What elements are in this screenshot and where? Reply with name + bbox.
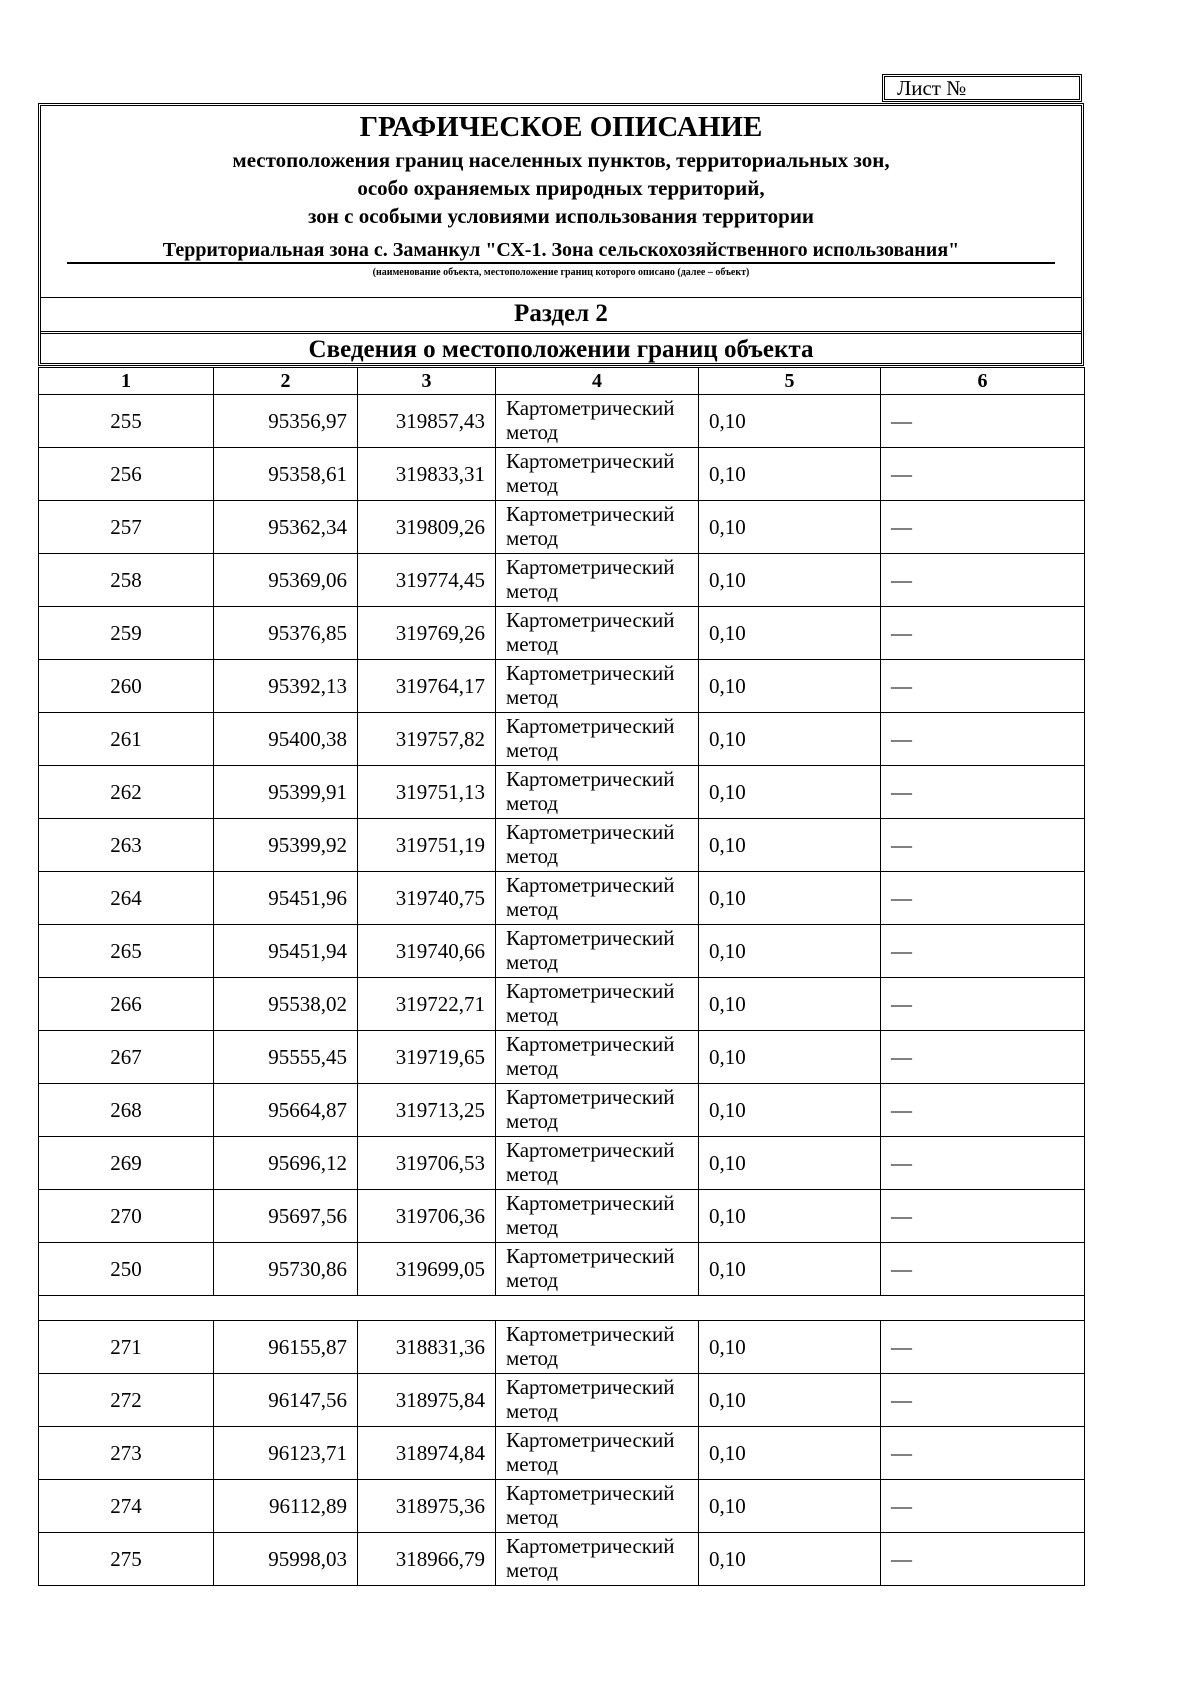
coordinate-x: 95555,45 bbox=[214, 1031, 358, 1084]
accuracy-cell: 0,10 bbox=[699, 766, 881, 819]
accuracy-cell: 0,10 bbox=[699, 660, 881, 713]
column-header: 4 bbox=[496, 368, 699, 395]
method-cell: Картометрический метод bbox=[496, 978, 699, 1031]
description-cell: — bbox=[881, 1137, 1085, 1190]
coordinate-y: 319757,82 bbox=[358, 713, 496, 766]
point-number: 271 bbox=[39, 1321, 214, 1374]
point-number: 256 bbox=[39, 448, 214, 501]
accuracy-cell: 0,10 bbox=[699, 1190, 881, 1243]
boundary-points-table bbox=[38, 367, 1085, 1586]
coordinate-y: 319706,36 bbox=[358, 1190, 496, 1243]
coordinate-x: 95664,87 bbox=[214, 1084, 358, 1137]
accuracy-cell: 0,10 bbox=[699, 607, 881, 660]
table-row bbox=[39, 448, 1085, 501]
table-row bbox=[39, 1084, 1085, 1137]
method-cell: Картометрический метод bbox=[496, 1374, 699, 1427]
column-header: 2 bbox=[214, 368, 358, 395]
method-cell: Картометрический метод bbox=[496, 501, 699, 554]
accuracy-cell: 0,10 bbox=[699, 1321, 881, 1374]
point-number: 272 bbox=[39, 1374, 214, 1427]
description-cell: — bbox=[881, 978, 1085, 1031]
accuracy-cell: 0,10 bbox=[699, 501, 881, 554]
document-title: ГРАФИЧЕСКОЕ ОПИСАНИЕ bbox=[359, 111, 763, 143]
method-cell: Картометрический метод bbox=[496, 1190, 699, 1243]
accuracy-cell: 0,10 bbox=[699, 1480, 881, 1533]
coordinate-y: 319713,25 bbox=[358, 1084, 496, 1137]
column-header: 5 bbox=[699, 368, 881, 395]
accuracy-cell: 0,10 bbox=[699, 978, 881, 1031]
description-cell: — bbox=[881, 925, 1085, 978]
method-cell: Картометрический метод bbox=[496, 819, 699, 872]
point-number: 265 bbox=[39, 925, 214, 978]
method-cell: Картометрический метод bbox=[496, 448, 699, 501]
accuracy-cell: 0,10 bbox=[699, 395, 881, 448]
point-number: 267 bbox=[39, 1031, 214, 1084]
description-cell: — bbox=[881, 1374, 1085, 1427]
coordinate-x: 96147,56 bbox=[214, 1374, 358, 1427]
table-row bbox=[39, 1321, 1085, 1374]
accuracy-cell: 0,10 bbox=[699, 925, 881, 978]
coordinate-y: 319740,75 bbox=[358, 872, 496, 925]
table-row bbox=[39, 1480, 1085, 1533]
separator-cell bbox=[39, 1296, 1085, 1321]
description-cell: — bbox=[881, 554, 1085, 607]
point-number: 274 bbox=[39, 1480, 214, 1533]
coordinate-y: 319809,26 bbox=[358, 501, 496, 554]
table-row bbox=[39, 819, 1085, 872]
point-number: 264 bbox=[39, 872, 214, 925]
point-number: 257 bbox=[39, 501, 214, 554]
coordinate-y: 319857,43 bbox=[358, 395, 496, 448]
coordinate-x: 95399,92 bbox=[214, 819, 358, 872]
accuracy-cell: 0,10 bbox=[699, 554, 881, 607]
accuracy-cell: 0,10 bbox=[699, 872, 881, 925]
table-row bbox=[39, 554, 1085, 607]
coordinate-x: 95697,56 bbox=[214, 1190, 358, 1243]
accuracy-cell: 0,10 bbox=[699, 1084, 881, 1137]
accuracy-cell: 0,10 bbox=[699, 1374, 881, 1427]
coordinate-y: 319751,19 bbox=[358, 819, 496, 872]
coordinate-y: 319751,13 bbox=[358, 766, 496, 819]
method-cell: Картометрический метод bbox=[496, 766, 699, 819]
section-title: Сведения о местоположении границ объекта bbox=[41, 331, 1081, 365]
coordinate-y: 319769,26 bbox=[358, 607, 496, 660]
section-heading: Раздел 2 bbox=[41, 297, 1081, 329]
point-number: 268 bbox=[39, 1084, 214, 1137]
coordinate-y: 318966,79 bbox=[358, 1533, 496, 1586]
method-cell: Картометрический метод bbox=[496, 713, 699, 766]
accuracy-cell: 0,10 bbox=[699, 1533, 881, 1586]
table-header-row bbox=[39, 368, 1085, 395]
method-cell: Картометрический метод bbox=[496, 554, 699, 607]
description-cell: — bbox=[881, 766, 1085, 819]
object-note: (наименование объекта, местоположение границ которого описано (далее – объект) bbox=[372, 267, 750, 278]
table-row bbox=[39, 766, 1085, 819]
coordinate-y: 319833,31 bbox=[358, 448, 496, 501]
accuracy-cell: 0,10 bbox=[699, 1427, 881, 1480]
method-cell: Картометрический метод bbox=[496, 607, 699, 660]
coordinate-y: 319722,71 bbox=[358, 978, 496, 1031]
point-number: 250 bbox=[39, 1243, 214, 1296]
coordinate-x: 95358,61 bbox=[214, 448, 358, 501]
table-row bbox=[39, 978, 1085, 1031]
subtitle-line: особо охраняемых природных территорий, bbox=[357, 176, 765, 200]
object-name: Территориальная зона с. Заманкул "СХ-1. Зона сельскохозяйственного использования" bbox=[67, 238, 1055, 264]
description-cell: — bbox=[881, 1031, 1085, 1084]
method-cell: Картометрический метод bbox=[496, 1084, 699, 1137]
table-row bbox=[39, 1031, 1085, 1084]
point-number: 269 bbox=[39, 1137, 214, 1190]
coordinate-y: 319774,45 bbox=[358, 554, 496, 607]
accuracy-cell: 0,10 bbox=[699, 713, 881, 766]
description-cell: — bbox=[881, 1533, 1085, 1586]
point-number: 266 bbox=[39, 978, 214, 1031]
method-cell: Картометрический метод bbox=[496, 1533, 699, 1586]
point-number: 270 bbox=[39, 1190, 214, 1243]
method-cell: Картометрический метод bbox=[496, 872, 699, 925]
description-cell: — bbox=[881, 660, 1085, 713]
description-cell: — bbox=[881, 1427, 1085, 1480]
table-row bbox=[39, 872, 1085, 925]
coordinate-x: 95392,13 bbox=[214, 660, 358, 713]
coordinate-y: 319764,17 bbox=[358, 660, 496, 713]
table-row bbox=[39, 925, 1085, 978]
accuracy-cell: 0,10 bbox=[699, 1137, 881, 1190]
point-number: 263 bbox=[39, 819, 214, 872]
point-number: 275 bbox=[39, 1533, 214, 1586]
description-cell: — bbox=[881, 395, 1085, 448]
point-number: 261 bbox=[39, 713, 214, 766]
subtitle-line: зон с особыми условиями использования территории bbox=[307, 204, 815, 228]
method-cell: Картометрический метод bbox=[496, 395, 699, 448]
table-row bbox=[39, 1374, 1085, 1427]
coordinate-x: 96123,71 bbox=[214, 1427, 358, 1480]
coordinate-x: 96112,89 bbox=[214, 1480, 358, 1533]
column-header: 1 bbox=[39, 368, 214, 395]
method-cell: Картометрический метод bbox=[496, 925, 699, 978]
method-cell: Картометрический метод bbox=[496, 1031, 699, 1084]
coordinate-y: 319699,05 bbox=[358, 1243, 496, 1296]
description-cell: — bbox=[881, 1480, 1085, 1533]
coordinate-x: 95696,12 bbox=[214, 1137, 358, 1190]
table-row bbox=[39, 1427, 1085, 1480]
coordinate-x: 95376,85 bbox=[214, 607, 358, 660]
table-row bbox=[39, 1243, 1085, 1296]
coordinate-x: 95538,02 bbox=[214, 978, 358, 1031]
accuracy-cell: 0,10 bbox=[699, 1243, 881, 1296]
point-number: 258 bbox=[39, 554, 214, 607]
table-row bbox=[39, 395, 1085, 448]
table-row bbox=[39, 607, 1085, 660]
table-row bbox=[39, 660, 1085, 713]
description-cell: — bbox=[881, 607, 1085, 660]
description-cell: — bbox=[881, 872, 1085, 925]
accuracy-cell: 0,10 bbox=[699, 1031, 881, 1084]
column-header: 6 bbox=[881, 368, 1085, 395]
point-number: 260 bbox=[39, 660, 214, 713]
method-cell: Картометрический метод bbox=[496, 1427, 699, 1480]
description-cell: — bbox=[881, 1243, 1085, 1296]
coordinate-x: 95362,34 bbox=[214, 501, 358, 554]
method-cell: Картометрический метод bbox=[496, 1321, 699, 1374]
method-cell: Картометрический метод bbox=[496, 660, 699, 713]
description-cell: — bbox=[881, 501, 1085, 554]
column-header: 3 bbox=[358, 368, 496, 395]
coordinate-y: 318975,84 bbox=[358, 1374, 496, 1427]
description-cell: — bbox=[881, 448, 1085, 501]
table-separator-row bbox=[39, 1296, 1085, 1321]
method-cell: Картометрический метод bbox=[496, 1480, 699, 1533]
point-number: 273 bbox=[39, 1427, 214, 1480]
coordinate-y: 319740,66 bbox=[358, 925, 496, 978]
method-cell: Картометрический метод bbox=[496, 1137, 699, 1190]
coordinate-x: 95998,03 bbox=[214, 1533, 358, 1586]
coordinate-y: 318975,36 bbox=[358, 1480, 496, 1533]
description-cell: — bbox=[881, 1084, 1085, 1137]
coordinate-x: 95369,06 bbox=[214, 554, 358, 607]
coordinate-x: 95451,96 bbox=[214, 872, 358, 925]
method-cell: Картометрический метод bbox=[496, 1243, 699, 1296]
sheet-number-label: Лист № bbox=[897, 76, 967, 100]
table-row bbox=[39, 1190, 1085, 1243]
coordinate-y: 318831,36 bbox=[358, 1321, 496, 1374]
coordinate-y: 319719,65 bbox=[358, 1031, 496, 1084]
subtitle-line: местоположения границ населенных пунктов, территориальных зон, bbox=[232, 148, 890, 172]
accuracy-cell: 0,10 bbox=[699, 819, 881, 872]
table-row bbox=[39, 713, 1085, 766]
coordinate-x: 96155,87 bbox=[214, 1321, 358, 1374]
coordinate-x: 95400,38 bbox=[214, 713, 358, 766]
sheet-number-box bbox=[882, 74, 1082, 102]
coordinate-x: 95399,91 bbox=[214, 766, 358, 819]
coordinate-y: 318974,84 bbox=[358, 1427, 496, 1480]
accuracy-cell: 0,10 bbox=[699, 448, 881, 501]
coordinate-x: 95451,94 bbox=[214, 925, 358, 978]
document-subtitle bbox=[41, 146, 1081, 230]
description-cell: — bbox=[881, 1190, 1085, 1243]
table-row bbox=[39, 501, 1085, 554]
description-cell: — bbox=[881, 713, 1085, 766]
coordinate-y: 319706,53 bbox=[358, 1137, 496, 1190]
document-header bbox=[38, 103, 1084, 366]
point-number: 262 bbox=[39, 766, 214, 819]
coordinate-x: 95356,97 bbox=[214, 395, 358, 448]
point-number: 255 bbox=[39, 395, 214, 448]
point-number: 259 bbox=[39, 607, 214, 660]
description-cell: — bbox=[881, 1321, 1085, 1374]
description-cell: — bbox=[881, 819, 1085, 872]
table-row bbox=[39, 1533, 1085, 1586]
table-row bbox=[39, 1137, 1085, 1190]
coordinate-x: 95730,86 bbox=[214, 1243, 358, 1296]
